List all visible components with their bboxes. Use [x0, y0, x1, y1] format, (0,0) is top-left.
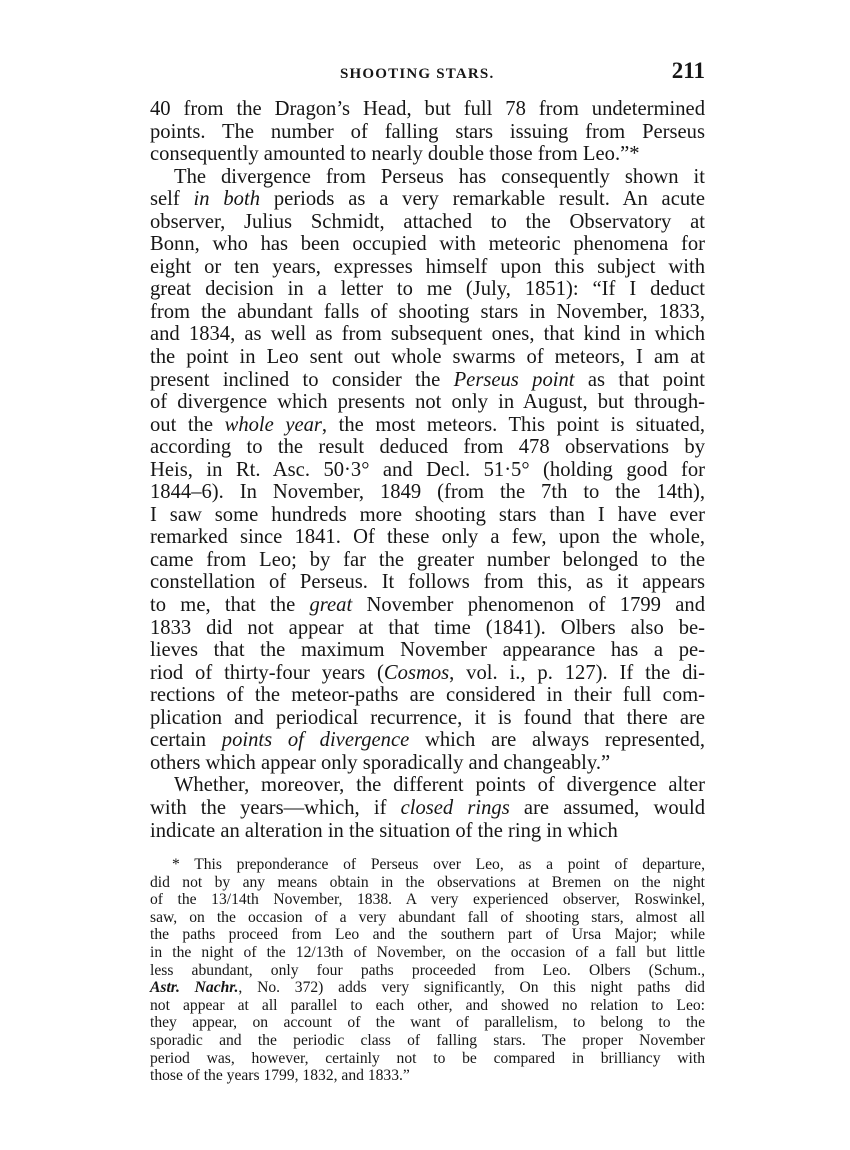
text-line: to me, that the great November phenomenon of 1799 and	[150, 594, 705, 617]
text-line: the point in Leo sent out whole swarms of meteors, I am at	[150, 346, 705, 369]
footnote-line: in the night of the 12/13th of November, on the occasion of a fall but little	[150, 944, 705, 962]
text-line: rections of the meteor-paths are considered in their full com-	[150, 684, 705, 707]
text-line: observer, Julius Schmidt, attached to the Observatory at	[150, 210, 705, 233]
text-line: I saw some hundreds more shooting stars than I have ever	[150, 503, 705, 526]
footnote-line: not appear at all parallel to each other, and showed no relation to Leo:	[150, 996, 705, 1014]
text-line: with the years—which, if closed rings are assumed, would	[150, 796, 705, 819]
text-line: certain points of divergence which are always represented,	[150, 729, 705, 752]
text-line: from the abundant falls of shooting stars in November, 1833,	[150, 300, 705, 323]
text-line: 1844–6). In November, 1849 (from the 7th to the 14th),	[150, 481, 705, 504]
text-line: plication and periodical recurrence, it is found that there are	[150, 706, 705, 729]
running-title: SHOOTING STARS.	[340, 66, 495, 82]
text-line: consequently amounted to nearly double those from Leo.”*	[150, 143, 640, 166]
text-line: eight or ten years, expresses himself upon this subject with	[150, 255, 705, 278]
text-line: and 1834, as well as from subsequent ones, that kind in which	[150, 323, 705, 346]
text-line: indicate an alteration in the situation of the ring in which	[150, 819, 618, 842]
body-text	[150, 98, 705, 842]
footnote-line: of the 13/14th November, 1838. A very experienced observer, Roswinkel,	[150, 891, 705, 909]
footnote-line: saw, on the occasion of a very abundant fall of shooting stars, almost all	[150, 908, 705, 926]
footnote-line: less abundant, only four paths proceeded from Leo. Olbers (Schum.,	[150, 961, 705, 979]
text-line: points. The number of falling stars issuing from Perseus	[150, 120, 705, 143]
footnote-line: did not by any means obtain in the observations at Bremen on the night	[150, 873, 705, 891]
footnote-line: they appear, on account of the want of parallelism, to belong to the	[150, 1014, 705, 1032]
text-line: others which appear only sporadically and changeably.”	[150, 751, 611, 774]
text-line: remarked since 1841. Of these only a few, upon the whole,	[150, 526, 705, 549]
book-page	[150, 58, 705, 1085]
footnote-line: sporadic and the periodic class of falling stars. The proper November	[150, 1031, 705, 1049]
text-line: constellation of Perseus. It follows from this, as it appears	[150, 571, 705, 594]
text-line: self in both periods as a very remarkable result. An acute	[150, 188, 705, 211]
text-line: great decision in a letter to me (July, 1851): “If I deduct	[150, 278, 705, 301]
text-line: Heis, in Rt. Asc. 50·3° and Decl. 51·5° (holding good for	[150, 458, 705, 481]
text-line: Bonn, who has been occupied with meteoric phenomena for	[150, 233, 705, 256]
footnote	[150, 856, 705, 1085]
text-line: riod of thirty-four years (Cosmos, vol. i., p. 127). If the di-	[150, 661, 706, 684]
text-line: according to the result deduced from 478 observations by	[150, 436, 705, 459]
text-line: out the whole year, the most meteors. This point is situated,	[150, 413, 705, 436]
footnote-line: the paths proceed from Leo and the southern part of Ursa Major; while	[150, 926, 705, 944]
footnote-line: Astr. Nachr., No. 372) adds very significantly, On this night paths did	[150, 979, 705, 997]
text-line: The divergence from Perseus has consequently shown it	[174, 165, 705, 188]
footnote-line: period was, however, certainly not to be compared in brilliancy with	[150, 1049, 705, 1067]
text-line: lieves that the maximum November appearance has a pe-	[150, 639, 705, 662]
text-line: 40 from the Dragon’s Head, but full 78 from undetermined	[150, 98, 705, 120]
page-header	[150, 58, 705, 98]
footnote-line: * This preponderance of Perseus over Leo, as a point of departure,	[172, 856, 705, 874]
text-line: 1833 did not appear at that time (1841). Olbers also be-	[150, 616, 705, 639]
text-line: of divergence which presents not only in August, but through-	[150, 391, 705, 414]
text-line: present inclined to consider the Perseus point as that point	[150, 368, 705, 391]
page-number: 211	[671, 58, 705, 83]
footnote-line: those of the years 1799, 1832, and 1833.”	[150, 1067, 410, 1085]
text-line: came from Leo; by far the greater number belonged to the	[150, 548, 705, 571]
text-line: Whether, moreover, the different points of divergence alter	[174, 774, 705, 797]
